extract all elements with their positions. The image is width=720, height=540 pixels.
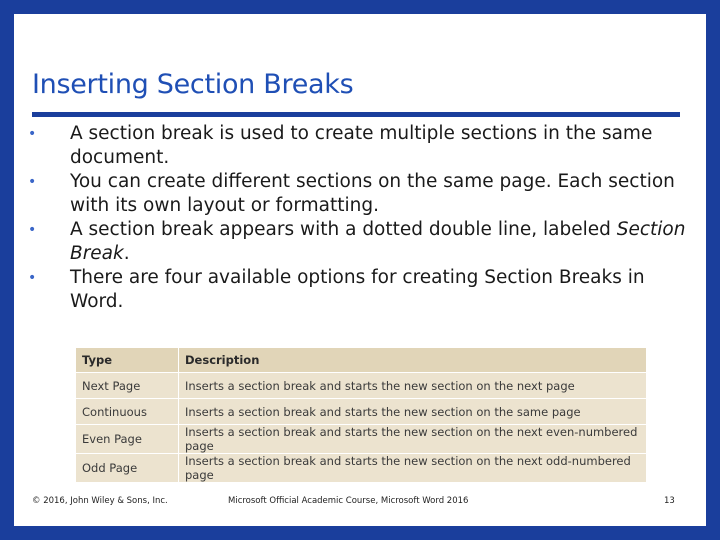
- cell-description: Inserts a section break and starts the new section on the next odd-numbered page: [179, 454, 647, 483]
- table-row: [76, 425, 646, 454]
- bullet-icon: •: [28, 174, 37, 190]
- bullet-italic-term: Section Break: [70, 219, 686, 264]
- cell-description: Inserts a section break and starts the new section on the next even-numbered page: [179, 425, 647, 454]
- bullet-text: You can create different sections on the same page. Each section with its own layout or formatting.: [70, 171, 675, 216]
- cell-type: Continuous: [76, 399, 179, 425]
- table-header-row: [76, 348, 646, 373]
- table-row: [76, 373, 646, 399]
- bullet-icon: •: [28, 270, 37, 286]
- table-row: [76, 399, 646, 425]
- bullet-item: [26, 170, 686, 218]
- cell-type: Even Page: [76, 425, 179, 454]
- bullet-text: There are four available options for creating Section Breaks in Word.: [70, 267, 645, 312]
- bullet-item: [26, 266, 686, 314]
- bullet-item: [26, 122, 686, 170]
- cell-type: Next Page: [76, 373, 179, 399]
- bullet-text: A section break is used to create multiple sections in the same document.: [70, 123, 653, 168]
- column-header-type: Type: [76, 348, 179, 373]
- page-number: 13: [664, 496, 675, 506]
- bullet-text-end: .: [123, 243, 130, 264]
- bullet-list: [26, 122, 686, 314]
- slide: [14, 14, 706, 526]
- table-row: [76, 454, 646, 483]
- column-header-description: Description: [179, 348, 647, 373]
- bullet-icon: •: [28, 222, 37, 238]
- footer-copyright: © 2016, John Wiley & Sons, Inc.: [32, 496, 168, 506]
- title-underline: [32, 112, 680, 117]
- section-break-table: [76, 348, 646, 483]
- bullet-item: [26, 218, 686, 266]
- cell-description: Inserts a section break and starts the new section on the same page: [179, 399, 647, 425]
- slide-title: Inserting Section Breaks: [32, 69, 354, 100]
- footer-course: Microsoft Official Academic Course, Microsoft Word 2016: [228, 496, 469, 506]
- bullet-icon: •: [28, 126, 37, 142]
- cell-type: Odd Page: [76, 454, 179, 483]
- bullet-text: A section break appears with a dotted double line, labeled: [70, 219, 617, 240]
- cell-description: Inserts a section break and starts the new section on the next page: [179, 373, 647, 399]
- section-break-table-image: [76, 348, 646, 482]
